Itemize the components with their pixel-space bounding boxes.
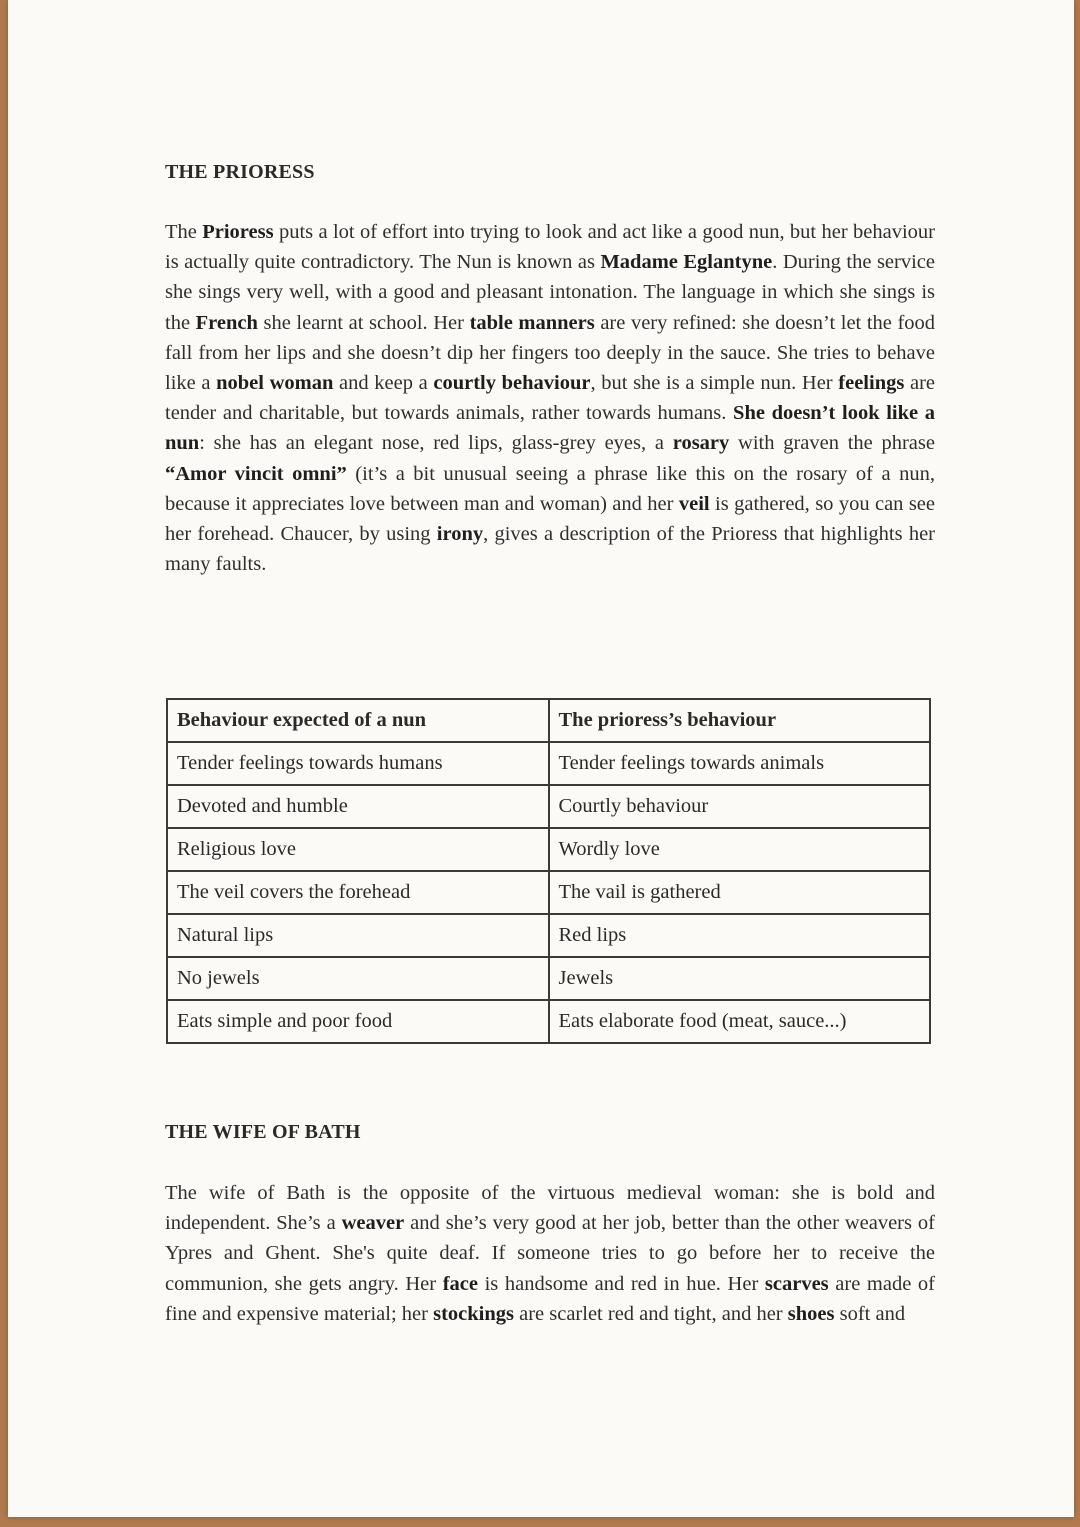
table-row [167, 957, 930, 1000]
table-cell: Wordly love [549, 828, 931, 871]
table-cell: Religious love [167, 828, 549, 871]
table-header-row [167, 699, 930, 742]
table-row [167, 828, 930, 871]
prioress-heading: THE PRIORESS [165, 161, 315, 183]
table-cell: Eats elaborate food (meat, sauce...) [549, 1000, 931, 1043]
table-cell: Devoted and humble [167, 785, 549, 828]
comparison-table [166, 698, 931, 1044]
table-header-cell: The prioress’s behaviour [549, 699, 931, 742]
table-cell: Eats simple and poor food [167, 1000, 549, 1043]
table-cell: No jewels [167, 957, 549, 1000]
table-cell: Natural lips [167, 914, 549, 957]
table-row [167, 914, 930, 957]
table-cell: Red lips [549, 914, 931, 957]
table-cell: Tender feelings towards humans [167, 742, 549, 785]
table-row [167, 1000, 930, 1043]
table-cell: Jewels [549, 957, 931, 1000]
wife-of-bath-paragraph: The wife of Bath is the opposite of the virtuous medieval woman: she is bold and independent. She’s a weaver and she’s very good at her job, better than the other weavers of Ypres and Ghent. She's quite deaf. If someone tries to go before her to receive the communion, she gets angry. Her face is handsome and red in hue. Her scarves are made of fine and expensive material; her stockings are scarlet red and tight, and her shoes soft and [165, 1182, 936, 1325]
table-row [167, 742, 930, 785]
table-row [167, 785, 930, 828]
table-cell: Tender feelings towards animals [549, 742, 931, 785]
table-cell: The vail is gathered [549, 871, 931, 914]
table-cell: Courtly behaviour [549, 785, 931, 828]
table-header-cell: Behaviour expected of a nun [167, 699, 549, 742]
wife-of-bath-heading: THE WIFE OF BATH [165, 1121, 361, 1143]
prioress-paragraph: The Prioress puts a lot of effort into trying to look and act like a good nun, but her behaviour is actually quite contradictory. The Nun is known as Madame Eglantyne. During the service she sings very well, with a good and pleasant intonation. The language in which she sings is the French she learnt at school. Her table manners are very refined: she doesn’t let the food fall from her lips and she doesn’t dip her fingers too deeply in the sauce. She tries to behave like a nobel woman and keep a courtly behaviour, but she is a simple nun. Her feelings are tender and charitable, but towards animals, rather towards humans. She doesn’t look like a nun: she has an elegant nose, red lips, glass-grey eyes, a rosary with graven the phrase “Amor vincit omni” (it’s a bit unusual seeing a phrase like this on the rosary of a nun, because it appreciates love between man and woman) and her veil is gathered, so you can see her forehead. Chaucer, by using irony, gives a description of the Prioress that highlights her many faults. [165, 221, 936, 576]
table-row [167, 871, 930, 914]
table-cell: The veil covers the forehead [167, 871, 549, 914]
